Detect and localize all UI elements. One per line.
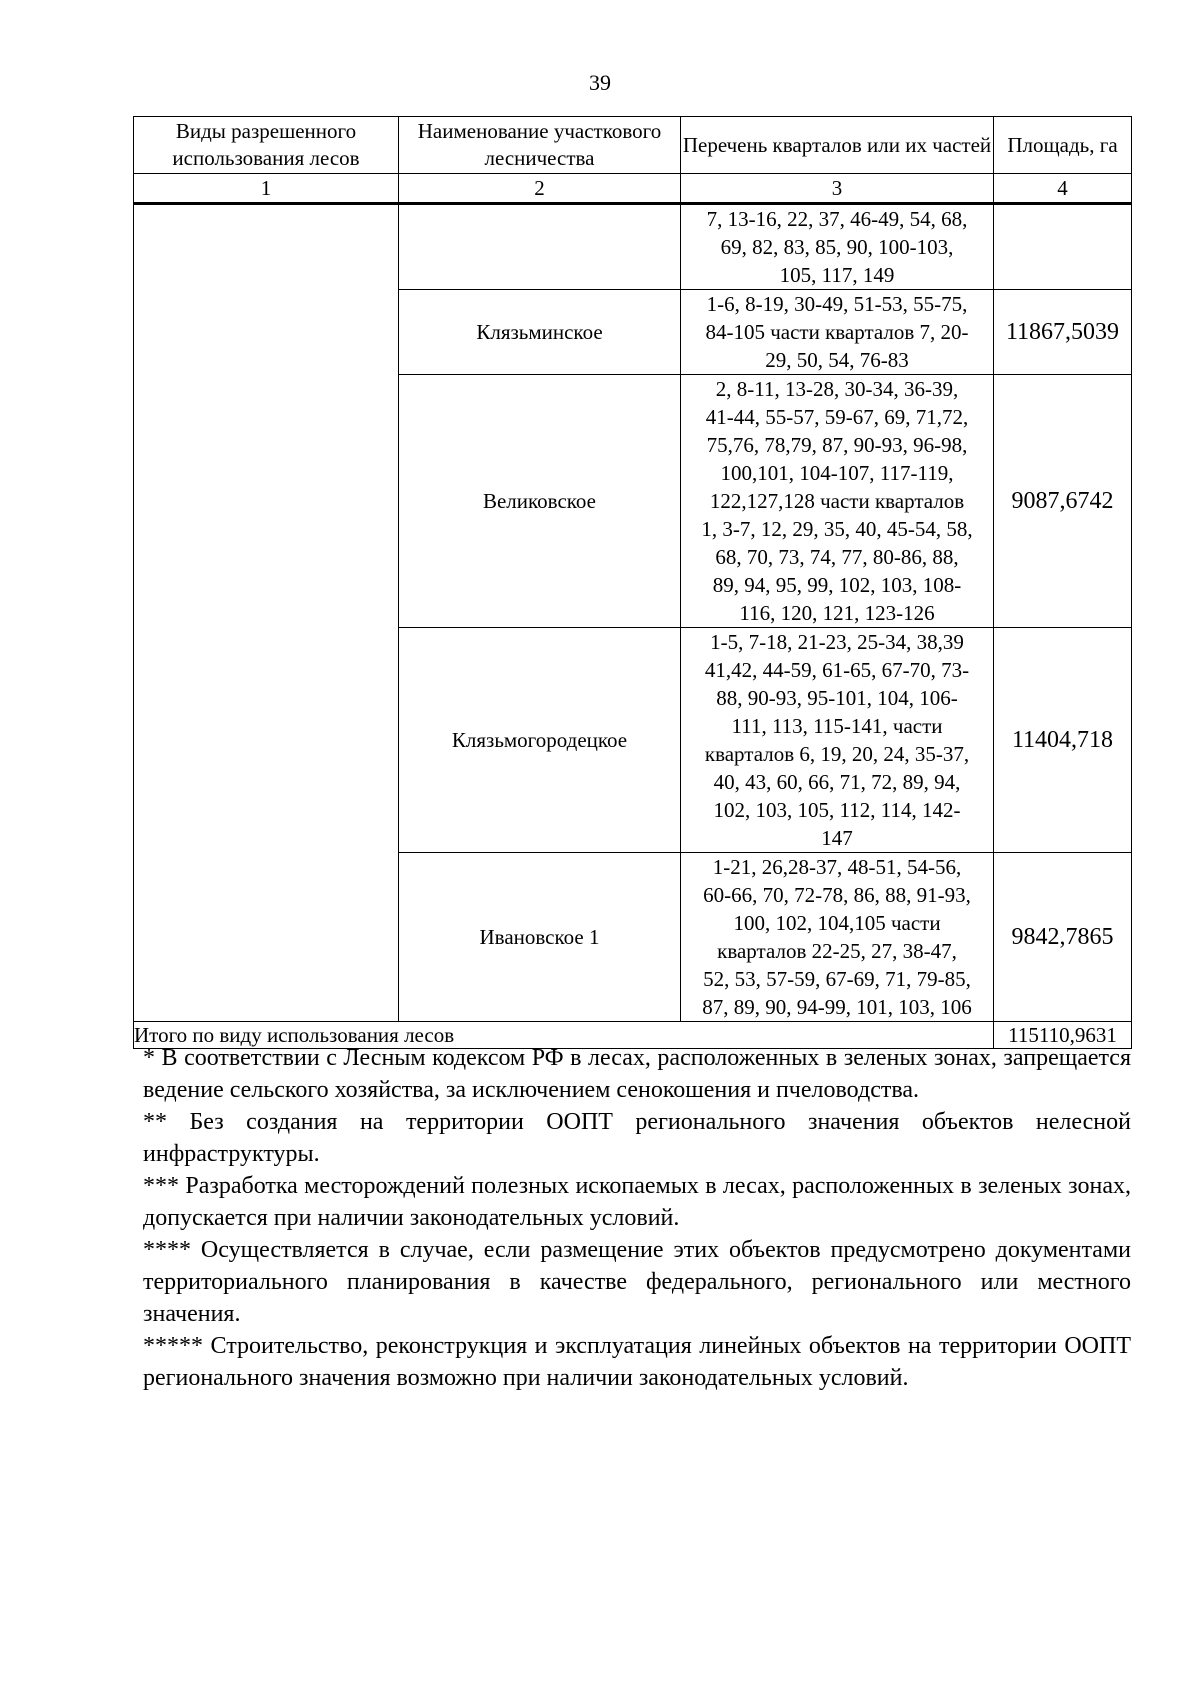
footnotes — [143, 1042, 1131, 1394]
quarters-line: 29, 50, 54, 76-83 — [765, 348, 909, 372]
quarters-line: 111, 113, 115-141, части — [731, 714, 943, 738]
area-value — [994, 204, 1132, 290]
footnote: * В соответствии с Лесным кодексом РФ в лесах, расположенных в зеленых зонах, запрещается ведение сельского хозяйства, за исключением сенокошения и пчеловодства. — [143, 1045, 1131, 1103]
header-quarters-list: Перечень кварталов или их частей — [681, 117, 994, 174]
quarters-line: 147 — [821, 826, 853, 850]
quarters-line: 1-21, 26,28-37, 48-51, 54-56, — [712, 855, 962, 879]
use-type-cell — [134, 204, 399, 1022]
quarters-line: 2, 8-11, 13-28, 30-34, 36-39, — [715, 377, 959, 401]
footnote: ***** Строительство, реконструкция и эксплуатация линейных объектов на территории ООПТ регионального значения возможно при наличии законодательных условий. — [143, 1333, 1131, 1391]
column-number: 4 — [994, 174, 1132, 204]
quarters-line: кварталов 6, 19, 20, 24, 35-37, — [704, 742, 970, 766]
table-header-row — [134, 117, 1132, 174]
district-name: Великовское — [399, 375, 681, 628]
forest-use-table — [133, 116, 1132, 1049]
quarters-list — [681, 375, 994, 628]
column-number: 3 — [681, 174, 994, 204]
table-row — [134, 204, 1132, 290]
quarters-list — [681, 290, 994, 375]
quarters-list — [681, 204, 994, 290]
quarters-line: 41,42, 44-59, 61-65, 67-70, 73- — [704, 658, 970, 682]
quarters-line: 60-66, 70, 72-78, 86, 88, 91-93, — [703, 883, 971, 907]
header-use-type: Виды разрешенного использования лесов — [134, 117, 399, 174]
quarters-line: 88, 90-93, 95-101, 104, 106- — [716, 686, 958, 710]
footnote: ** Без создания на территории ООПТ регионального значения объектов нелесной инфраструктуры. — [143, 1109, 1131, 1167]
quarters-line: 75,76, 78,79, 87, 90-93, 96-98, — [706, 433, 968, 457]
district-name — [399, 204, 681, 290]
quarters-line: 100,101, 104-107, 117-119, — [720, 461, 954, 485]
quarters-line: 122,127,128 части кварталов — [709, 489, 965, 513]
footnote: **** Осуществляется в случае, если размещение этих объектов предусмотрено документами территориального планирования в качестве федерального, регионального или местного значения. — [143, 1237, 1131, 1327]
column-number: 1 — [134, 174, 399, 204]
quarters-line: 1, 3-7, 12, 29, 35, 40, 45-54, 58, — [701, 517, 973, 541]
quarters-line: кварталов 22-25, 27, 38-47, — [717, 939, 957, 963]
quarters-line: 89, 94, 95, 99, 102, 103, 108- — [712, 573, 962, 597]
quarters-line: 40, 43, 60, 66, 71, 72, 89, 94, — [713, 770, 961, 794]
column-number: 2 — [399, 174, 681, 204]
area-value: 9842,7865 — [994, 853, 1132, 1022]
area-value: 9087,6742 — [994, 375, 1132, 628]
district-name: Клязьмогородецкое — [399, 628, 681, 853]
footnote: *** Разработка месторождений полезных ископаемых в лесах, расположенных в зеленых зонах, допускается при наличии законодательных условий. — [143, 1173, 1131, 1231]
area-value: 11404,718 — [994, 628, 1132, 853]
quarters-line: 7, 13-16, 22, 37, 46-49, 54, 68, — [706, 207, 968, 231]
column-number-row — [134, 174, 1132, 204]
quarters-line: 52, 53, 57-59, 67-69, 71, 79-85, — [703, 967, 971, 991]
quarters-line: 1-6, 8-19, 30-49, 51-53, 55-75, — [706, 292, 968, 316]
quarters-line: 100, 102, 104,105 части — [733, 911, 941, 935]
area-value: 11867,5039 — [994, 290, 1132, 375]
page-number: 39 — [589, 70, 611, 95]
header-district-name: Наименование участкового лесничества — [399, 117, 681, 174]
quarters-line: 87, 89, 90, 94-99, 101, 103, 106 — [702, 995, 972, 1019]
quarters-line: 1-5, 7-18, 21-23, 25-34, 38,39 — [710, 630, 964, 654]
header-area: Площадь, га — [994, 117, 1132, 174]
quarters-line: 84-105 части кварталов 7, 20- — [705, 320, 969, 344]
district-name: Клязьминское — [399, 290, 681, 375]
quarters-line: 105, 117, 149 — [779, 263, 895, 287]
quarters-line: 68, 70, 73, 74, 77, 80-86, 88, — [715, 545, 959, 569]
district-name: Ивановское 1 — [399, 853, 681, 1022]
total-value: 115110,9631 — [994, 1022, 1132, 1049]
quarters-line: 41-44, 55-57, 59-67, 69, 71,72, — [705, 405, 969, 429]
quarters-list — [681, 628, 994, 853]
quarters-list — [681, 853, 994, 1022]
quarters-line: 116, 120, 121, 123-126 — [739, 601, 935, 625]
total-label: Итого по виду использования лесов — [134, 1022, 994, 1049]
quarters-line: 102, 103, 105, 112, 114, 142- — [713, 798, 961, 822]
quarters-line: 69, 82, 83, 85, 90, 100-103, — [720, 235, 954, 259]
